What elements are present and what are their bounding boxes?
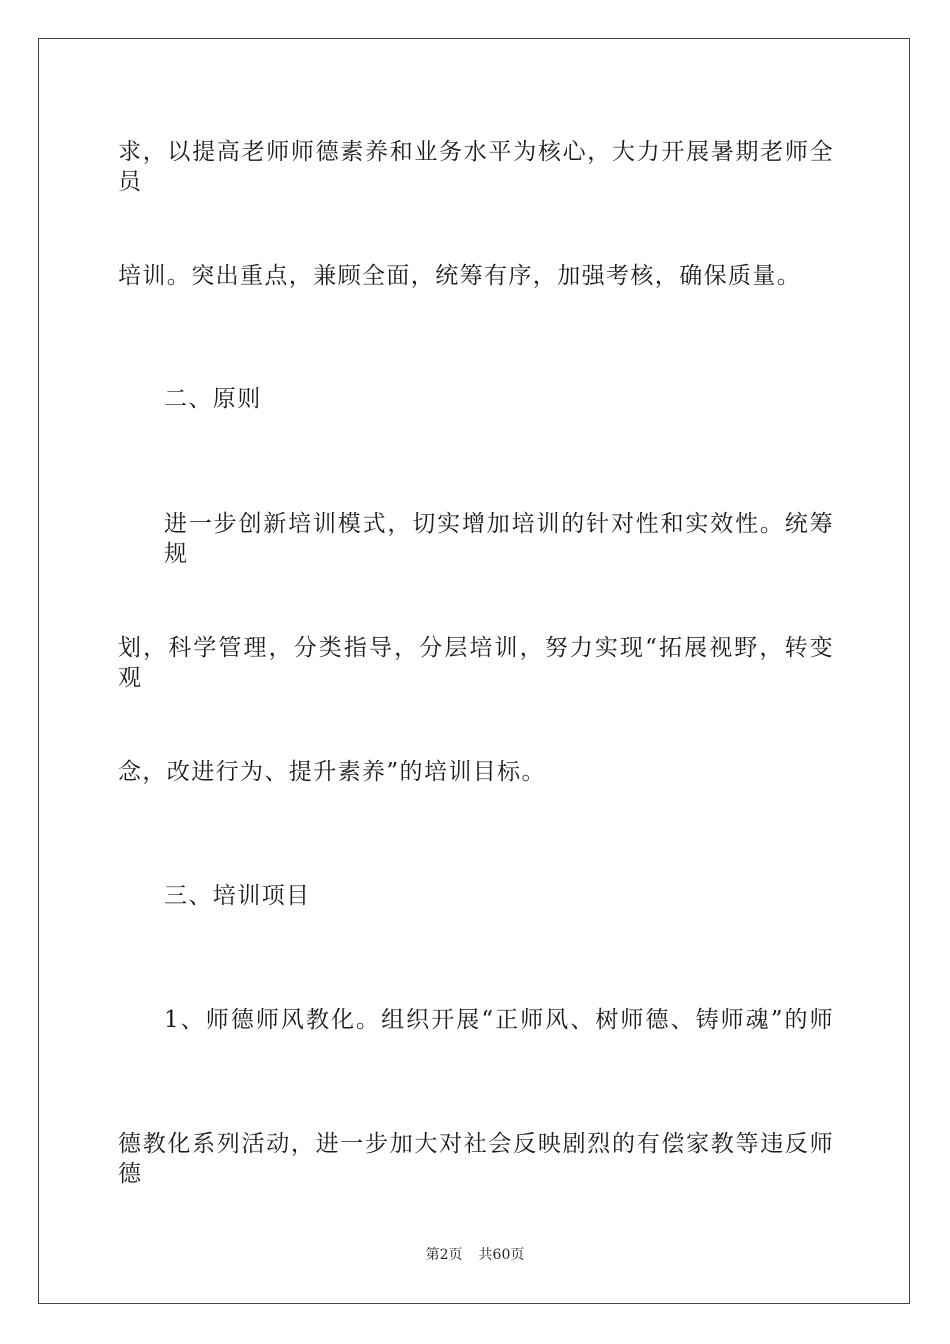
body-line-2: 培训。突出重点，兼顾全面，统筹有序，加强考核，确保质量。 bbox=[118, 263, 802, 289]
section-heading-principles: 二、原则 bbox=[164, 386, 262, 412]
body-line-3: 进一步创新培训模式，切实增加培训的针对性和实效性。统筹规 bbox=[164, 511, 834, 567]
page-footer bbox=[0, 1246, 950, 1264]
body-line-4: 划，科学管理，分类指导，分层培训，努力实现“拓展视野，转变观 bbox=[118, 635, 834, 691]
total-pages: 共60页 bbox=[478, 1247, 525, 1263]
section-heading-training-projects: 三、培训项目 bbox=[164, 883, 311, 909]
body-line-7: 德教化系列活动，进一步加大对社会反映剧烈的有偿家教等违反师德 bbox=[118, 1131, 834, 1187]
current-page-number: 第2页 bbox=[425, 1247, 463, 1263]
body-line-1: 求，以提高老师师德素养和业务水平为核心，大力开展暑期老师全员 bbox=[118, 139, 834, 195]
body-line-5: 念，改进行为、提升素养”的培训目标。 bbox=[118, 759, 546, 785]
body-line-6: 1、师德师风教化。组织开展“正师风、树师德、铸师魂”的师 bbox=[164, 1007, 834, 1033]
